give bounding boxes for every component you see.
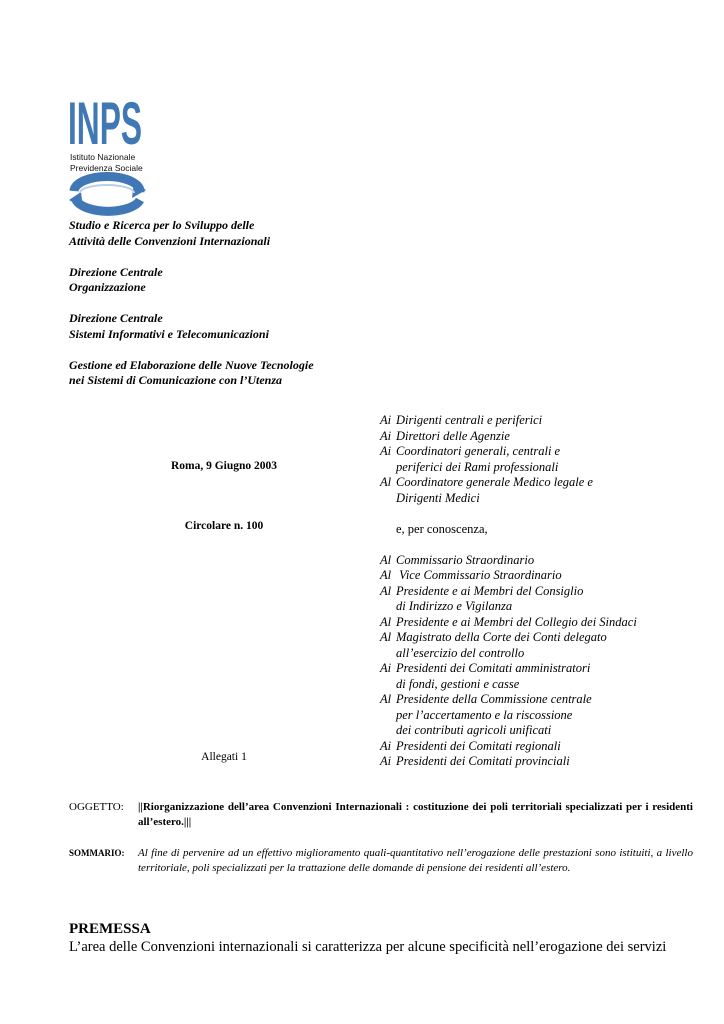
department <box>69 218 389 249</box>
recipient-text: Presidente e ai Membri del Collegio dei Sindaci <box>396 614 637 629</box>
logo-institute-name <box>70 152 143 174</box>
recipient-prefix <box>380 646 396 662</box>
department-line: nei Sistemi di Comunicazione con l’Utenza <box>69 373 283 387</box>
recipient-prefix: Al <box>380 475 392 489</box>
recipient-text: dei contributi agricoli unificati <box>396 723 552 737</box>
summary-label: SOMMARIO: <box>69 848 125 858</box>
department-line: Attività delle Convenzioni Internazionali <box>69 233 271 248</box>
recipient-line <box>380 584 700 600</box>
recipient-text: Dirigenti Medici <box>396 490 480 505</box>
recipient-prefix: Al <box>380 692 392 706</box>
recipient-text: Dirigenti centrali e periferici <box>396 413 543 427</box>
recipient-prefix <box>380 599 396 615</box>
recipient-line <box>380 460 700 476</box>
recipient-line <box>380 677 700 693</box>
recipient-prefix: Al <box>380 568 392 582</box>
department-line: Organizzazione <box>69 280 146 294</box>
recipient-line <box>380 708 700 724</box>
recipient-prefix: Ai <box>380 428 392 443</box>
recipient-line <box>380 475 700 491</box>
logo-acronym: INPS <box>68 90 142 157</box>
cc-label: e, per conoscenza, <box>396 521 488 536</box>
recipient-prefix: Ai <box>380 738 392 753</box>
recipient-line <box>380 568 700 584</box>
recipient-prefix: Ai <box>380 413 392 427</box>
recipient-line <box>380 599 700 615</box>
recipient-prefix: Al <box>380 552 392 567</box>
recipient-text: Direttori delle Agenzie <box>396 428 510 443</box>
recipient-prefix <box>380 708 396 724</box>
recipient-text: Presidente e ai Membri del Consiglio <box>396 583 584 598</box>
department-line: Direzione Centrale <box>69 311 163 325</box>
subject-block <box>69 800 693 830</box>
primary-recipients <box>380 413 700 506</box>
recipient-prefix <box>380 723 396 739</box>
recipient-prefix: Ai <box>380 661 392 675</box>
recipient-prefix: Al <box>380 614 392 629</box>
recipient-text: Presidenti dei Comitati provinciali <box>396 754 570 768</box>
department-line: Direzione Centrale <box>69 264 163 279</box>
recipient-text: di Indirizzo e Vigilanza <box>396 599 513 613</box>
recipient-text: di fondi, gestioni e casse <box>396 676 520 691</box>
recipient-list <box>380 413 700 770</box>
secondary-recipients <box>380 553 700 770</box>
recipient-text: Coordinatore generale Medico legale e <box>396 475 593 489</box>
recipient-line <box>380 754 700 770</box>
premessa-text: L’area delle Convenzioni internazionali si caratterizza per alcune specificità nell’erogazione dei servizi <box>69 939 667 955</box>
recipient-text: Presidenti dei Comitati amministratori <box>396 661 591 675</box>
recipient-line <box>380 739 700 755</box>
recipient-text: Coordinatori generali, centrali e <box>396 444 561 458</box>
recipient-prefix: Al <box>380 630 392 644</box>
recipient-line <box>380 630 700 646</box>
allegati-count: Allegati 1 <box>201 751 247 763</box>
recipient-text: all’esercizio del controllo <box>396 645 525 660</box>
subject-label: OGGETTO: <box>69 801 124 813</box>
recipient-prefix: Ai <box>380 754 392 768</box>
recipient-prefix <box>380 460 396 476</box>
department <box>69 358 389 389</box>
recipient-text: per l’accertamento e la riscossione <box>396 707 573 722</box>
recipient-text: Commissario Straordinario <box>396 552 535 567</box>
recipient-line <box>380 429 700 445</box>
department-line: Gestione ed Elaborazione delle Nuove Tecnologie <box>69 357 314 372</box>
recipient-text: periferici dei Rami professionali <box>396 459 559 474</box>
subject-text: ||Riorganizzazione dell’area Convenzioni Internazionali : costituzione dei poli territoriali specializzati per i residenti all’estero.||| <box>138 801 693 828</box>
recipient-text: Vice Commissario Straordinario <box>396 568 562 582</box>
circolare-number: Circolare n. 100 <box>184 520 264 532</box>
recipient-line <box>380 646 700 662</box>
recipient-text: Presidente della Commissione centrale <box>396 692 592 706</box>
recipient-text: Magistrato della Corte dei Conti delegato <box>396 630 607 644</box>
summary-block <box>69 846 693 876</box>
recipient-prefix <box>380 677 396 693</box>
recipient-prefix: Al <box>380 583 392 598</box>
logo-name-line1: Istituto Nazionale <box>70 152 136 162</box>
recipient-line <box>380 692 700 708</box>
recipient-line <box>380 491 700 507</box>
recipient-prefix <box>380 491 396 507</box>
premessa-heading: PREMESSA <box>69 921 151 937</box>
recipient-line <box>380 444 700 460</box>
department-line: Studio e Ricerca per lo Sviluppo delle <box>69 218 255 232</box>
department <box>69 311 389 342</box>
recipient-text: Presidenti dei Comitati regionali <box>396 738 561 753</box>
recipient-line <box>380 661 700 677</box>
document-date: Roma, 9 Giugno 2003 <box>170 460 278 472</box>
arrows-emblem <box>69 176 146 211</box>
recipient-line <box>380 615 700 631</box>
recipient-line <box>380 553 700 569</box>
department-line: Sistemi Informativi e Telecomunicazioni <box>69 326 269 341</box>
summary-text: Al fine di pervenire ad un effettivo miglioramento quali-quantitativo nell’erogazione delle prestazioni sono istituiti, a livello territoriale, poli specializzati per la trattazione delle domande di pensione dei residenti all’estero. <box>138 847 693 874</box>
recipient-prefix: Ai <box>380 444 392 458</box>
recipient-line <box>380 413 700 429</box>
department <box>69 265 389 296</box>
recipient-line <box>380 723 700 739</box>
logo-name-line2: Previdenza Sociale <box>70 163 143 173</box>
department-list <box>69 218 389 404</box>
